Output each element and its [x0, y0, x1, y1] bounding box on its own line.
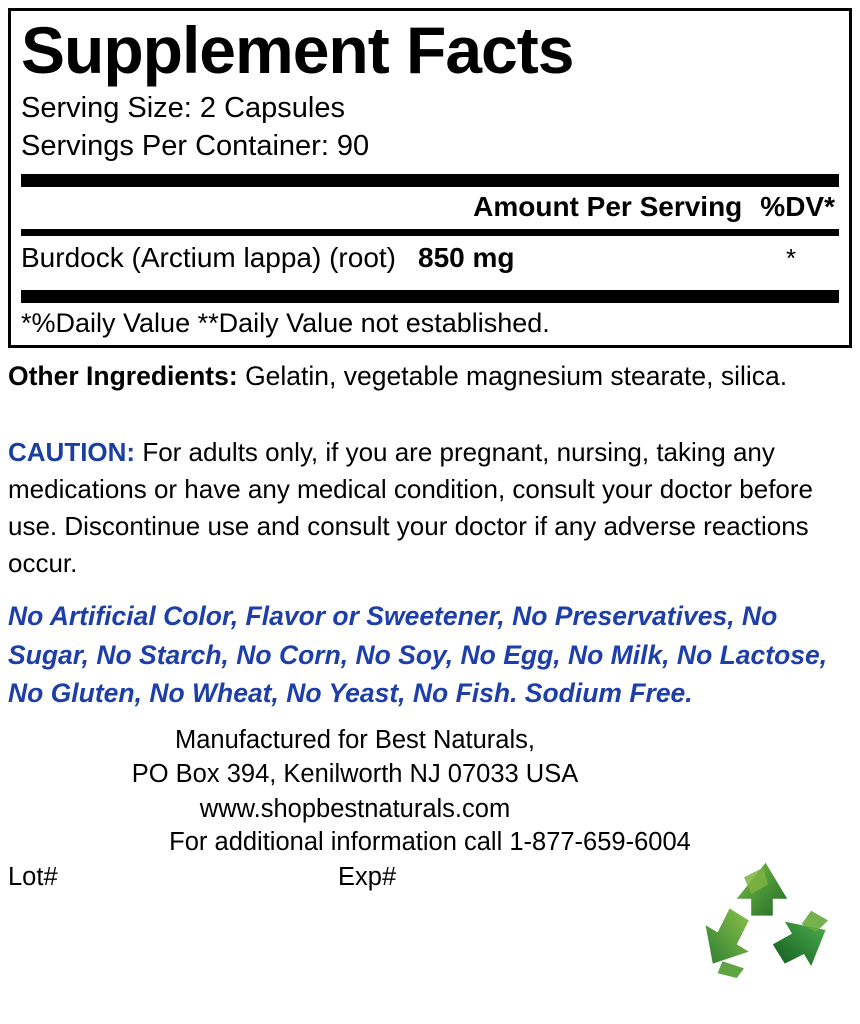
ingredient-amount: 850 mg — [418, 241, 515, 273]
manufacturer-line1: Manufactured for Best Naturals, — [174, 725, 535, 754]
daily-value-footnote: *%Daily Value **Daily Value not established. — [21, 307, 550, 338]
table-row — [21, 236, 839, 282]
manufacturer-website: www.shopbestnaturals.com — [199, 794, 511, 823]
other-ingredients-label: Other Ingredients: — [8, 360, 238, 391]
ingredient-name: Burdock (Arctium lappa) (root) — [21, 241, 397, 273]
caution-text: For adults only, if you are pregnant, nursing, taking any medications or have any medical condition, consult your doctor before use. Discontinue use and consult your doctor if any adverse reactions occur. — [8, 436, 813, 578]
supplement-facts-panel — [8, 8, 852, 348]
free-from-claims: No Artificial Color, Flavor or Sweetener, No Preservatives, No Sugar, No Starch, No Corn, No Soy, No Egg, No Milk, No Lactose, No Gluten, No Wheat, No Yeast, No Fish. Sodium Free. — [8, 601, 828, 709]
recycle-icon — [694, 858, 842, 978]
other-ingredients-text: Gelatin, vegetable magnesium stearate, silica. — [237, 360, 788, 391]
page-title: Supplement Facts — [21, 13, 574, 87]
caution-statement — [8, 434, 852, 582]
divider-thick-top — [21, 174, 839, 187]
divider-med — [21, 229, 839, 236]
table-header-row — [21, 187, 839, 229]
expiration-label: Exp# — [338, 863, 397, 892]
caution-label: CAUTION: — [8, 436, 136, 467]
ingredient-dv: * — [785, 242, 797, 273]
dv-header: %DV* — [760, 190, 835, 222]
manufacturer-phone: For additional information call 1-877-659-6004 — [169, 827, 691, 856]
amount-per-serving-header: Amount Per Serving — [473, 190, 743, 222]
other-ingredients — [8, 360, 852, 394]
manufacturer-line2: PO Box 394, Kenilworth NJ 07033 USA — [131, 760, 579, 789]
lot-number-label: Lot# — [8, 863, 58, 892]
divider-thick-bottom — [21, 290, 839, 303]
manufacturer-block — [8, 723, 852, 826]
servings-per-container: Servings Per Container: 90 — [21, 130, 370, 163]
serving-size: Serving Size: 2 Capsules — [21, 92, 345, 124]
